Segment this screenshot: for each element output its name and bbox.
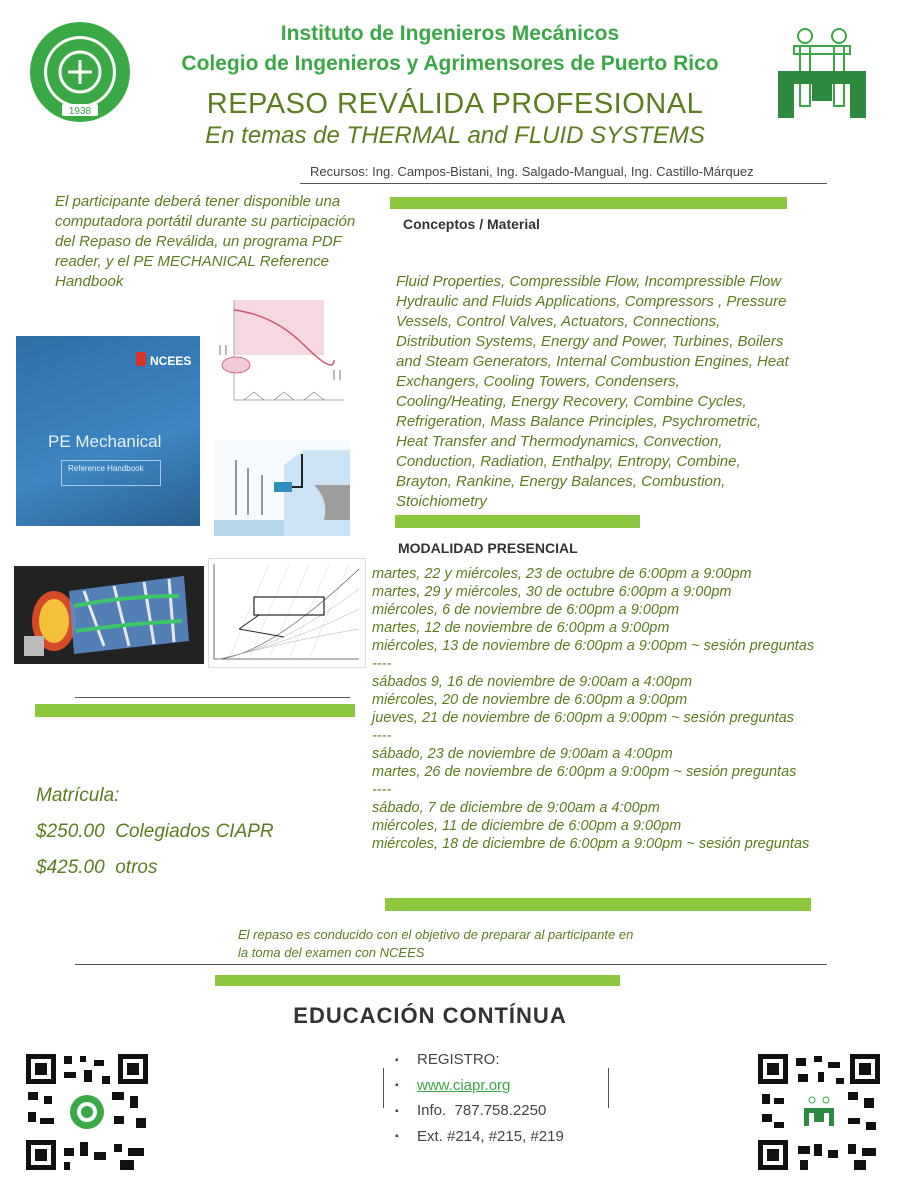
- participant-note: El participante deberá tener disponible una computadora portátil durante su participación del Repaso de Reválida, un programa PDF reader, y el PE MECHANICAL Reference Handbook: [55, 193, 356, 290]
- session-item: miércoles, 13 de noviembre de 6:00pm a 9:00pm ~ sesión preguntas: [372, 638, 815, 654]
- session-item: martes, 26 de noviembre de 6:00pm a 9:00pm ~ sesión preguntas: [372, 764, 797, 780]
- contact-item: [395, 1073, 564, 1099]
- topic-line: Distribution Systems, Energy and Power, Turbines, Boilers: [396, 333, 784, 350]
- qr-code-left[interactable]: [24, 1052, 150, 1172]
- topic-line: Vessels, Control Valves, Actuators, Connections,: [396, 313, 721, 330]
- session-item: martes, 29 y miércoles, 30 de octubre 6:00pm a 9:00pm: [372, 584, 732, 600]
- handbook-subtitle: Reference Handbook: [68, 464, 144, 473]
- price-otros: $425.00 otros: [36, 857, 158, 878]
- registro-label: REGISTRO:: [417, 1051, 500, 1068]
- resources-line: Recursos: Ing. Campos-Bistani, Ing. Salgado-Mangual, Ing. Castillo-Márquez: [310, 164, 754, 179]
- topic-line: Conduction, Radiation, Enthalpy, Entropy, Combine,: [396, 453, 741, 470]
- bullet-icon: ▪: [395, 1131, 399, 1143]
- contact-item: [395, 1124, 564, 1150]
- topic-line: Brayton, Rankine, Energy Balances, Combustion,: [396, 473, 726, 490]
- session-separator: ----: [372, 656, 392, 672]
- bullet-icon: ▪: [395, 1054, 399, 1066]
- footer-divider: [75, 964, 827, 965]
- page-subtitle: En temas de THERMAL and FLUID SYSTEMS: [205, 122, 705, 149]
- left-green-bar: [35, 704, 355, 717]
- session-separator: ----: [372, 728, 392, 744]
- contact-left-line: [383, 1068, 384, 1108]
- topic-line: Refrigeration, Mass Balance Principles, Psychrometric,: [396, 413, 762, 430]
- session-item: sábado, 23 de noviembre de 9:00am a 4:00pm: [372, 746, 673, 762]
- header-divider: [300, 183, 827, 184]
- contact-list: [395, 1047, 564, 1149]
- contact-item: [395, 1047, 564, 1073]
- topic-line: Fluid Properties, Compressible Flow, Incompressible Flow: [396, 273, 782, 290]
- topic-line: Heat Transfer and Thermodynamics, Convection,: [396, 433, 723, 450]
- turbine-diagram-image: [214, 440, 350, 536]
- matricula-block: [36, 778, 274, 886]
- conceptos-heading: Conceptos / Material: [403, 216, 540, 232]
- topics-list: [396, 272, 836, 512]
- session-item: martes, 12 de noviembre de 6:00pm a 9:00pm: [372, 620, 670, 636]
- session-item: martes, 22 y miércoles, 23 de octubre de 6:00pm a 9:00pm: [372, 566, 752, 582]
- extensions-info: Ext. #214, #215, #219: [417, 1127, 564, 1145]
- session-separator: ----: [372, 782, 392, 798]
- college-title: Colegio de Ingenieros y Agrimensores de Puerto Rico: [181, 52, 719, 75]
- pressure-diagram-image: [214, 300, 350, 428]
- session-list: [372, 565, 892, 853]
- institute-title: Instituto de Ingenieros Mecánicos: [280, 22, 620, 45]
- conceptos-bottom-bar: [395, 515, 640, 528]
- session-item: sábados 9, 16 de noviembre de 9:00am a 4:00pm: [372, 674, 693, 690]
- session-item: miércoles, 18 de diciembre de 6:00pm a 9:00pm ~ sesión preguntas: [372, 836, 810, 852]
- handbook-title: PE Mechanical: [48, 432, 162, 451]
- session-item: sábado, 7 de diciembre de 9:00am a 4:00pm: [372, 800, 660, 816]
- contact-item: [395, 1098, 564, 1124]
- qr-code-right[interactable]: [756, 1052, 882, 1172]
- topic-line: and Steam Generators, Internal Combustion Engines, Heat: [396, 353, 789, 370]
- topic-line: Hydraulic and Fluids Applications, Compressors , Pressure: [396, 293, 787, 310]
- topic-line: Cooling/Heating, Energy Recovery, Combine Cycles,: [396, 393, 747, 410]
- website-link[interactable]: www.ciapr.org: [417, 1076, 511, 1094]
- session-item: miércoles, 20 de noviembre de 6:00pm a 9:00pm: [372, 692, 688, 708]
- session-item: jueves, 21 de noviembre de 6:00pm a 9:00pm ~ sesión preguntas: [372, 710, 794, 726]
- footer-green-bar: [215, 975, 620, 986]
- ncees-mark: [136, 352, 146, 366]
- session-item: miércoles, 11 de diciembre de 6:00pm a 9:00pm: [372, 818, 682, 834]
- left-divider: [75, 697, 350, 698]
- topic-line: Stoichiometry: [396, 493, 487, 510]
- matricula-label: Matrícula:: [36, 785, 120, 806]
- modalidad-heading: MODALIDAD PRESENCIAL: [398, 540, 578, 556]
- bullet-icon: ▪: [395, 1105, 399, 1117]
- topic-line: Exchangers, Cooling Towers, Condensers,: [396, 373, 680, 390]
- footnote-text: El repaso es conducido con el objetivo de preparar al participante en la toma del examen con NCEES: [238, 927, 634, 960]
- ncees-brand: NCEES: [150, 354, 192, 368]
- seal-year: 1938: [68, 106, 92, 117]
- price-colegiados: $250.00 Colegiados CIAPR: [36, 821, 274, 842]
- contact-right-line: [608, 1068, 609, 1108]
- sessions-bottom-bar: [385, 898, 811, 911]
- heat-exchanger-render-image: [14, 566, 204, 664]
- psychrometric-chart-image: [208, 558, 366, 668]
- education-heading: EDUCACIÓN CONTÍNUA: [293, 1003, 567, 1028]
- pe-handbook-cover-image: [16, 336, 200, 526]
- page-title: REPASO REVÁLIDA PROFESIONAL: [206, 88, 704, 120]
- bullet-icon: ▪: [395, 1080, 399, 1092]
- session-item: miércoles, 6 de noviembre de 6:00pm a 9:00pm: [372, 602, 680, 618]
- phone-info: Info. 787.758.2250: [417, 1102, 547, 1120]
- conceptos-top-bar: [390, 197, 787, 209]
